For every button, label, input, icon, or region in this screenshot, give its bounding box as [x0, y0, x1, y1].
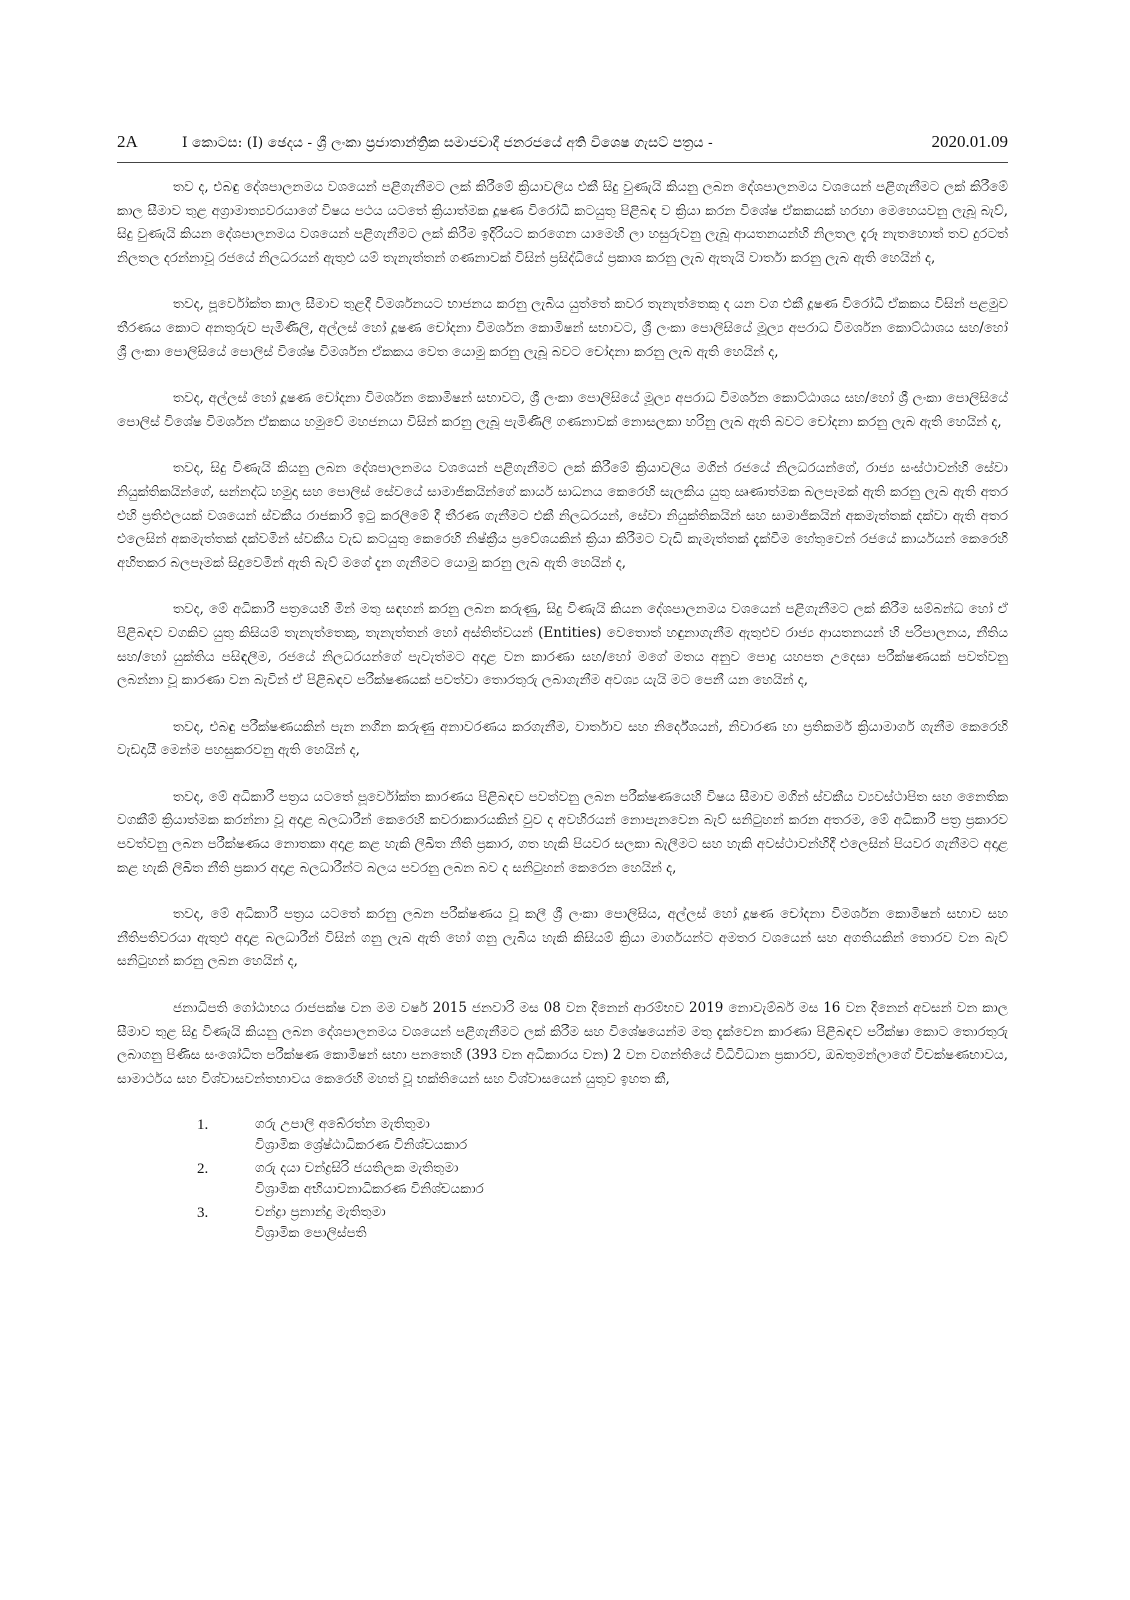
member-name: ගරු දයා චන්ද්‍රසිරි ජයතිලක මැතිතුමා [255, 1160, 459, 1177]
paragraph: තවද, පූර්වෝක්ත කාල සීමාව තුළදී විමර්ශනයට භාජනය කරනු ලැබිය යුත්තේ කවර තැනැත්තෙකු ද යන වග එකී දූෂණ විරෝධී ඒකකය විසින් පළමුව තීරණය කොට අනතුරුව පැමිණිලි, අල්ලස් හෝ දූෂණ චෝදනා විමර්ශන කොමිෂන් සභාවට, ශ්‍රී ලංකා පොලිසියේ මූල්‍ය අපරාධ විමර්ශන කොට්ඨාශය සහ/හෝ ශ්‍රී ලංකා පොලිසියේ පොලිස් විශේෂ විමර්ශන ඒකකය වෙත යොමු කරනු ලැබූ බවට චෝදනා කරනු ලැබ ඇති හෙයින් ද, [117, 296, 1008, 360]
item-number: 3. [197, 1205, 209, 1222]
member-title: විශ්‍රාමික පොලිස්පති [255, 1225, 367, 1242]
member-list [117, 1114, 1008, 1244]
paragraph: තවද, අල්ලස් හෝ දූෂණ චෝදනා විමර්ශන කොමිෂන් සභාවට, ශ්‍රී ලංකා පොලිසියේ මූල්‍ය අපරාධ විමර්ශන කොට්ඨාශය සහ/හෝ ශ්‍රී ලංකා පොලිසියේ පොලිස් විශේෂ විමර්ශන ඒකකය හමුවේ මහජනයා විසින් කරනු ලැබූ පැමිණිලි ගණනාවක් නොසලකා හරිනු ලැබ ඇති බවට චෝදනා කරනු ලැබ ඇති හෙයින් ද, [117, 390, 1008, 430]
member-name: ගරු උපාලි අබේරත්න මැතිතුමා [255, 1116, 430, 1133]
paragraph: තවද, මේ අධිකාරී පත්‍රය යටතේ පූර්වෝක්ත කාරණය පිළිබඳව පවත්වනු ලබන පරීක්ෂණයෙහි විෂය සීමාව මගින් ස්වකීය ව්‍යවස්ථාපිත සහ නෛතික වගකීම් ක්‍රියාත්මක කරන්නා වූ අදාළ බලධාරීන් කෙරෙහි කවරාකාරයකින් වුව ද අවහිරයන් නොපැනවෙන බැව් සනිටුහන් කරන අතරම, මේ අධිකාරී පත්‍ර ප්‍රකාරව පවත්වනු ලබන පරීක්ෂණය නොතකා අදාළ කළ හැකි ලිඛිත නීති ප්‍රකාර, ගත හැකි පියවර සලකා බැලීමට සහ හැකි අවස්ථාවන්හිදී එලෙසින් පියවර ගැනීමට අදාළ කළ හැකි ලිඛිත නීති ප්‍රකාර අදාළ බලධාරීන්ට බලය පවරනු ලබන බව ද සනිටුහන් කෙරෙන හෙයින් ද, [117, 788, 1008, 876]
item-number: 2. [197, 1161, 209, 1178]
paragraph: තව ද, එබඳු දේශපාලනමය වශයෙන් පළිගැනීමට ලක් කිරීමේ ක්‍රියාවලිය එකී සිදු වුණැයි කියනු ලබන දේශපාලනමය වශයෙන් පළිගැනීමට ලක් කිරීමේ කාල සීමාව තුළ අග්‍රාමාත්‍යවරයාගේ විෂය පථය යටතේ ක්‍රියාත්මක දූෂණ විරෝධී කටයුතු පිළිබඳ ව ක්‍රියා කරන විශේෂ ඒකකයක් හරහා මෙහෙයවනු ලැබූ බැව්, සිදු වුණැයි කියන දේශපාලනමය වශයෙන් පළිගැනීමට ලක් කිරීම ඉදිරියට කරගෙන යාමෙහි ලා හසුරුවනු ලැබූ ආයතනයන්හි නිලතල දැරූ නැතහොත් තව දුරටත් නිලතල දරන්නාවූ රජයේ නිලධරයන් ඇතුළු යම් තැනැත්තන් ගණනාවක් විසින් ප්‍රසිද්ධියේ ප්‍රකාශ කරනු ලැබ ඇතැයි වාර්තා කරනු ලැබ ඇති හෙයින් ද, [117, 179, 1008, 266]
paragraph: තවද, සිදු විණැයි කියනු ලබන දේශපාලනමය වශයෙන් පළිගැනීමට ලක් කිරීමේ ක්‍රියාවලිය මගින් රජයේ නිලධරයන්ගේ, රාජ්‍ය සංස්ථාවන්හි සේවා නියුක්තිකයින්ගේ, සන්නද්ධ හමුදා සහ පොලිස් සේවයේ සාමාජිකයින්ගේ කාර්ය සාධනය කෙරෙහි සැලකිය යුතු ඍණාත්මක බලපෑමක් ඇති කරනු ලැබ ඇති අතර එහි ප්‍රතිඵලයක් වශයෙන් ස්වකීය රාජකාරි ඉටු කරලීමේ දී තීරණ ගැනීමට එකී නිලධරයන්, සේවා නියුක්තිකයින් සහ සාමාජිකයින් අකමැත්තක් දක්වා ඇති අතර එලෙසින් අකමැත්තක් දක්වමින් ස්වකීය වැඩ කටයුතු කෙරෙහි නිෂ්ක්‍රීය ප්‍රවේශයකින් ක්‍රියා කිරීමට වැඩි කැමැත්තක් දැක්වීම හේතුවෙන් රජයේ කාර්යයන් කෙරෙහි අහිතකර බලපෑමක් සිදුවෙමින් ඇති බැව් මගේ දැන ගැනීමට යොමු කරනු ලැබ ඇති හෙයින් ද, [117, 460, 1008, 571]
item-number: 1. [197, 1117, 209, 1134]
page-number: 2A [117, 132, 138, 151]
gazette-date: 2020.01.09 [931, 132, 1008, 151]
list-item [117, 1202, 1008, 1244]
header-divider [117, 162, 1008, 163]
list-item [117, 1114, 1008, 1156]
member-title: විශ්‍රාමික අභියාචනාධිකරණ විනිශ්චයකාර [255, 1181, 484, 1198]
list-item [117, 1158, 1008, 1200]
member-title: විශ්‍රාමික ශ්‍රේෂ්ඨාධිකරණ විනිශ්චයකාර [255, 1137, 468, 1154]
document-body [117, 176, 1008, 1246]
paragraph: ජනාධිපති ගෝඨාභය රාජපක්ෂ වන මම වර්ෂ 2015 ජනවාරි මස 08 වන දිනෙන් ආරම්භව 2019 නොවැම්බර් මස 16 වන දිනෙන් අවසන් වන කාල සීමාව තුළ සිදු විණැයි කියනු ලබන දේශපාලනමය වශයෙන් පළිගැනීමට ලක් කිරීම සහ විශේෂයෙන්ම මතු දැක්වෙන කාරණා පිළිබඳව පරීක්ෂා කොට තොරතුරු ලබාගනු පිණිස සංශෝධිත පරීක්ෂණ කොමිෂන් සභා පනතෙහි (393 වන අධිකාරය වන) 2 වන වගන්තියේ විධිවිධාන ප්‍රකාරව, ඔබතුමන්ලාගේ විචක්ෂණභාවය, සාමාර්ථය සහ විශ්වාසවන්තභාවය කෙරෙහි මහත් වූ භක්තියෙන් සහ විශ්වාසයෙන් යුතුව ඉහත කී, [117, 1000, 1008, 1087]
paragraph: තවද, මේ අධිකාරී පත්‍රයෙහි මින් මතු සඳහන් කරනු ලබන කරුණු, සිදු විණැයි කියන දේශපාලනමය වශයෙන් පළිගැනීමට ලක් කිරීම සම්බන්ධ හෝ ඒ පිළිබඳව වගකිව යුතු කිසියම් තැනැත්තෙකු, තැනැත්තන් හෝ අස්තිත්වයන් (Entities) වෙතොත් හඳුනාගැනීම ඇතුළුව රාජ්‍ය ආයතනයන් හි පරිපාලනය, නීතිය සහ/හෝ යුක්තිය පසිඳලීම, රජයේ නිලධරයන්ගේ පැවැත්මට අදාළ වන කාරණා සහ/හෝ මගේ මතය අනුව පොදු යහපත උදෙසා පරීක්ෂණයක් පවත්වනු ලබන්නා වූ කාරණා වන බැවින් ඒ පිළිබඳව පරීක්ෂණයක් පවත්වා තොරතුරු ලබාගැනීම අවශ්‍ය යැයි මට පෙනී යන හෙයින් ද, [117, 601, 1008, 689]
paragraph: තවද, එබඳු පරීක්ෂණයකින් පැන නගින කරුණු අනාවරණය කරගැනීම, වාර්තාව සහ නිර්දේශයන්, නිවාරණ හා ප්‍රතිකර්ම ක්‍රියාමාර්ග ගැනීම කෙරෙහි වැඩදායී මෙන්ම පහසුකරවනු ඇති හෙයින් ද, [117, 718, 1008, 759]
paragraph: තවද, මේ අධිකාරී පත්‍රය යටතේ කරනු ලබන පරීක්ෂණය වූ කලී ශ්‍රී ලංකා පොලිසිය, අල්ලස් හෝ දූෂණ චෝදනා විමර්ශන කොමිෂන් සභාව සහ නීතිපතිවරයා ඇතුළු අදාළ බලධාරීන් විසින් ගනු ලැබ ඇති හෝ ගනු ලැබිය හැකි කිසියම් ක්‍රියා මාර්ගයන්ට අමතර වශයෙන් සහ අගතියකින් තොරව වන බැව් සනිටුහන් කරනු ලබන හෙයින් ද, [117, 906, 1008, 970]
member-name: චන්ද්‍රා ප්‍රනාන්දු මැතිතුමා [255, 1204, 386, 1221]
page-header [117, 132, 1008, 152]
gazette-title: I කොටස: (I) ඡෙදය - ශ්‍රී ලංකා ප්‍රජාතාන්ත්‍රික සමාජවාදී ජනරජයේ අති විශෙෂ ගැසට් පත්‍රය - [182, 135, 713, 151]
